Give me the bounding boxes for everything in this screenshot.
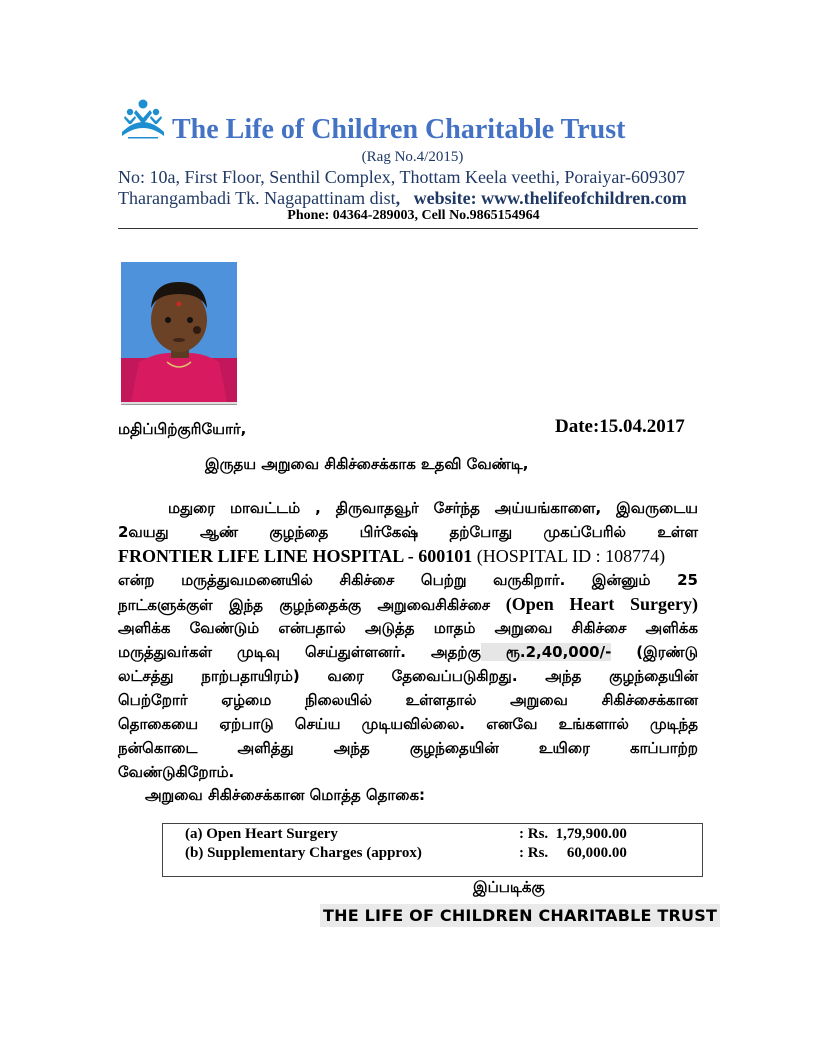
letterhead-divider [118, 228, 698, 229]
letter-subject: இருதய அறுவை சிகிச்சைக்காக உதவி வேண்டி, [205, 455, 529, 473]
photo-underline [121, 404, 237, 405]
hospital-name: FRONTIER LIFE LINE HOSPITAL - 600101 [118, 546, 473, 566]
body-line-10: தொகையை ஏற்பாடு செய்ய முடியவில்லை. எனவே உங்களால் முடிந்த [118, 715, 698, 733]
children-logo-icon [118, 96, 168, 140]
address-line-1: No: 10a, First Floor, Senthil Complex, Thottam Keela veethi, Poraiyar-609307 [118, 167, 686, 187]
signature-org: THE LIFE OF CHILDREN CHARITABLE TRUST [320, 904, 720, 927]
total-heading: அறுவை சிகிச்சைக்கான மொத்த தொகை: [145, 786, 426, 804]
body-line-5 [118, 592, 698, 616]
body-line-11: நன்கொடை அளித்து அந்த குழந்தையின் உயிரை காப்பாற்ற [118, 739, 698, 757]
salutation: மதிப்பிற்குரியோர், [118, 420, 247, 438]
org-name: The Life of Children Charitable Trust [172, 114, 626, 145]
address-district: Tharangambadi Tk. Nagapattinam dist [118, 188, 396, 208]
cost-label-supplementary: (b) Supplementary Charges (approx) [185, 845, 422, 861]
address-line-2: Tharangambadi Tk. Nagapattinam dist, website: www.thelifeofchildren.com [118, 188, 687, 208]
body-line-6: அளிக்க வேண்டும் என்பதால் அடுத்த மாதம் அறுவை சிகிச்சை அளிக்க [118, 619, 698, 637]
body-line-9: பெற்றோர் ஏழ்மை நிலையில் உள்ளதால் அறுவை சிகிச்சைக்கான [118, 691, 698, 709]
amount-in-words-start: (இரண்டு [611, 643, 698, 661]
cost-amount-surgery: : Rs. 1,79,900.00 [519, 826, 627, 842]
closing: இப்படிக்கு [473, 878, 545, 896]
body-line-2: 2வயது ஆண் குழந்தை பிர்கேஷ் தற்போது முகப்பேரில் உள்ள [118, 523, 698, 541]
body-line-4: என்ற மருத்துவமனையில் சிகிச்சை பெற்று வருகிறார். இன்னும் 25 [118, 571, 698, 589]
phone-line: Phone: 04364-289003, Cell No.9865154964 [287, 208, 540, 223]
body-line-8: லட்சத்து நாற்பதாயிரம்) வரை தேவைப்படுகிறது. அந்த குழந்தையின் [118, 667, 698, 685]
body-line-12: வேண்டுகிறோம். [118, 763, 235, 781]
registration-number: (Rag No.4/2015) [361, 149, 464, 165]
body-line-1: மதுரை மாவட்டம் , திருவாதவூர் சேர்ந்த அய்யங்காளை, இவருடைய [168, 499, 698, 517]
cost-amount-supplementary: : Rs. 60,000.00 [519, 845, 627, 861]
child-photo [121, 262, 237, 405]
letter-date: Date:15.04.2017 [555, 416, 685, 437]
cost-label-surgery: (a) Open Heart Surgery [185, 826, 338, 842]
surgery-name: (Open Heart Surgery) [490, 594, 698, 614]
website-text: website: www.thelifeofchildren.com [413, 188, 687, 208]
required-amount: ரூ.2,40,000/- [480, 643, 612, 661]
hospital-id: (HOSPITAL ID : 108774) [472, 546, 666, 566]
body-line-7-tamil: மருத்துவர்கள் முடிவு செய்துள்ளனர். அதற்கு [118, 643, 481, 661]
body-line-5-tamil: நாட்களுக்குள் இந்த குழந்தைக்கு அறுவைசிகிச்சை [118, 596, 491, 614]
body-line-3 [118, 544, 698, 568]
body-line-7 [118, 640, 698, 664]
